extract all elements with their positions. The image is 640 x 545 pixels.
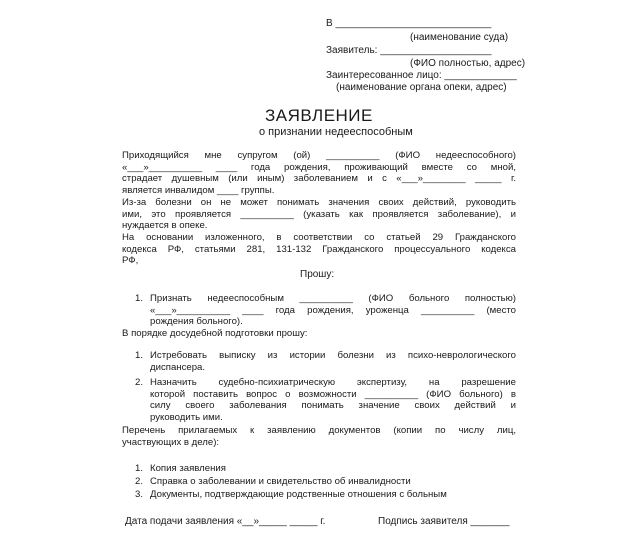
court-note: (наименование суда) [410,32,509,43]
p1-line: Приходящийся мне супругом (ой) __________ (ФИО недееспособного) [122,150,516,161]
paragraph-3 [122,232,516,267]
applicant-note: (ФИО полностью, адрес) [410,58,526,69]
pre-trial-heading: В порядке досудебной подготовки прошу: [122,328,308,339]
list2-line: руководить ими. [150,411,223,423]
p3-line: РФ, [122,255,139,267]
filing-date: Дата подачи заявления «__»_____ _____ г. [125,516,326,527]
list3-num: 2. [135,476,144,487]
list1-line: рождения больного). [150,316,243,328]
p2-line: Из-за болезни он не может понимать значения своих действий, руководить [122,197,516,208]
attach-line: Перечень прилагаемых к заявлению документов (копии по числу лиц, [122,425,516,436]
applicant-signature: Подпись заявителя _______ [378,516,510,527]
court-line: В ____________________________ [326,18,492,29]
list3-item: Копия заявления [150,463,226,474]
page-subtitle: о признании недееспособным [259,126,413,138]
list3-item: Документы, подтверждающие родственные отношения с больным [150,489,447,500]
list2-line: Истребовать выписку из истории болезни из психо-неврологического [150,350,516,361]
attach-line: участвующих в деле): [122,436,220,448]
list1-line: «___»__________ ____ года рождения, уроженца __________ (место [150,304,516,316]
interested-note: (наименование органа опеки, адрес) [336,82,507,93]
list3-item: Справка о заболевании и свидетельство об инвалидности [150,476,411,487]
list1-line: Признать недееспособным __________ (ФИО больного полностью) [150,293,516,304]
p3-line: На основании изложенного, в соответствии со статьей 29 Гражданского [122,232,516,243]
p1-line: является инвалидом ____ группы. [122,184,275,196]
request-heading: Прошу: [300,269,335,280]
p1-line: страдает душевным (или иным) заболеванием и с «___»________ _____ г. [122,173,516,185]
list1-item [150,293,516,328]
list2-num: 1. [135,350,144,361]
p1-line: «___»__________ ____ года рождения, проживающий вместе со мной, [122,161,516,173]
list2-item [150,350,516,373]
page-title: ЗАЯВЛЕНИЕ [265,106,373,125]
list2-item [150,377,516,423]
list3-num: 3. [135,489,144,500]
list2-num: 2. [135,377,144,388]
list2-line: которой поставить вопрос о возможности __________ (ФИО больного) в [150,388,516,400]
list2-line: силу своего заболевания понимать значение своих действий и [150,400,516,412]
list2-line: Назначить судебно-психиатрическую экспертизу, на разрешение [150,377,516,388]
list2-line: диспансера. [150,361,206,373]
attachments-paragraph [122,425,516,448]
applicant-line: Заявитель: ____________________ [326,45,492,56]
interested-line: Заинтересованное лицо: _____________ [326,70,517,81]
list3-num: 1. [135,463,144,474]
paragraph-1 [122,150,516,196]
p2-line: ими, это проявляется __________ (указать как проявляется заболевание), и [122,208,516,220]
p2-line: нуждается в опеке. [122,220,208,232]
paragraph-2 [122,197,516,232]
p3-line: кодекса РФ, статьями 281, 131-132 Гражданского процессуального кодекса [122,243,516,255]
list1-num: 1. [135,293,144,304]
